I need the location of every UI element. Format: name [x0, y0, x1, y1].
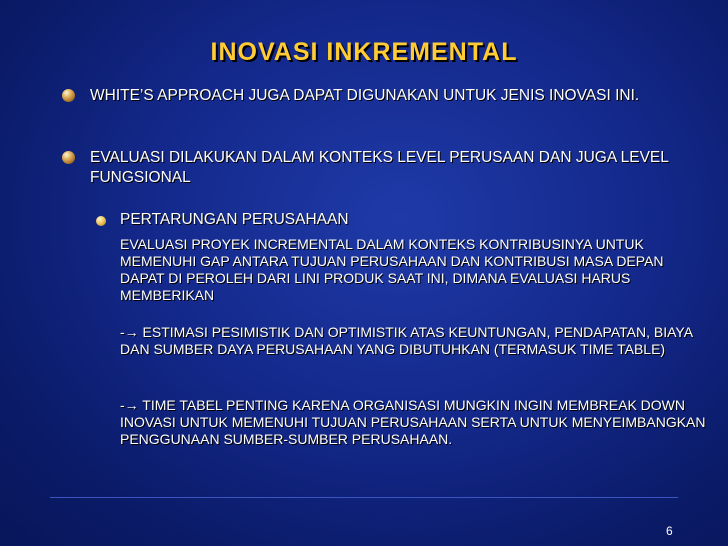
gold-dot-icon — [96, 216, 106, 226]
gold-ball-icon — [62, 151, 75, 164]
paragraph: -→ TIME TABEL PENTING KARENA ORGANISASI MUNGKIN INGIN MEMBREAK DOWN INOVASI UNTUK MEMENUHI TUJUAN PERUSAHAAN SERTA UNTUK MENYEIMBANGKAN PENGGUNAAN SUMBER-SUMBER PERUSAHAAN. — [120, 397, 706, 447]
bullet-item — [62, 148, 682, 188]
bullet-text: EVALUASI DILAKUKAN DALAM KONTEKS LEVEL PERUSAAN DAN JUGA LEVEL FUNGSIONAL — [90, 149, 669, 186]
gold-ball-icon — [62, 89, 75, 102]
paragraph: EVALUASI PROYEK INCREMENTAL DALAM KONTEKS KONTRIBUSINYA UNTUK MEMENUHI GAP ANTARA TUJUAN PERUSAHAAN DAN KONTRIBUSI MASA DEPAN DAPAT DI PEROLEH DARI LINI PRODUK SAAT INI, DIMANA EVALUASI HARUS MEMBERIKAN — [120, 236, 664, 303]
sub-heading: PERTARUNGAN PERUSAHAAN — [120, 211, 349, 228]
paragraph: -→ ESTIMASI PESIMISTIK DAN OPTIMISTIK ATAS KEUNTUNGAN, PENDAPATAN, BIAYA DAN SUMBER DAYA PERUSAHAAN YANG DIBUTUHKAN (TERMASUK TIME TABLE) — [120, 324, 693, 357]
bullet-text: WHITE’S APPROACH JUGA DAPAT DIGUNAKAN UNTUK JENIS INOVASI INI. — [90, 87, 640, 104]
bullet-item — [62, 86, 682, 106]
slide-title: INOVASI INKREMENTAL — [210, 38, 518, 66]
page-number: 6 — [666, 524, 673, 538]
sub-bullet-item — [94, 210, 694, 230]
footer-divider — [50, 497, 678, 498]
